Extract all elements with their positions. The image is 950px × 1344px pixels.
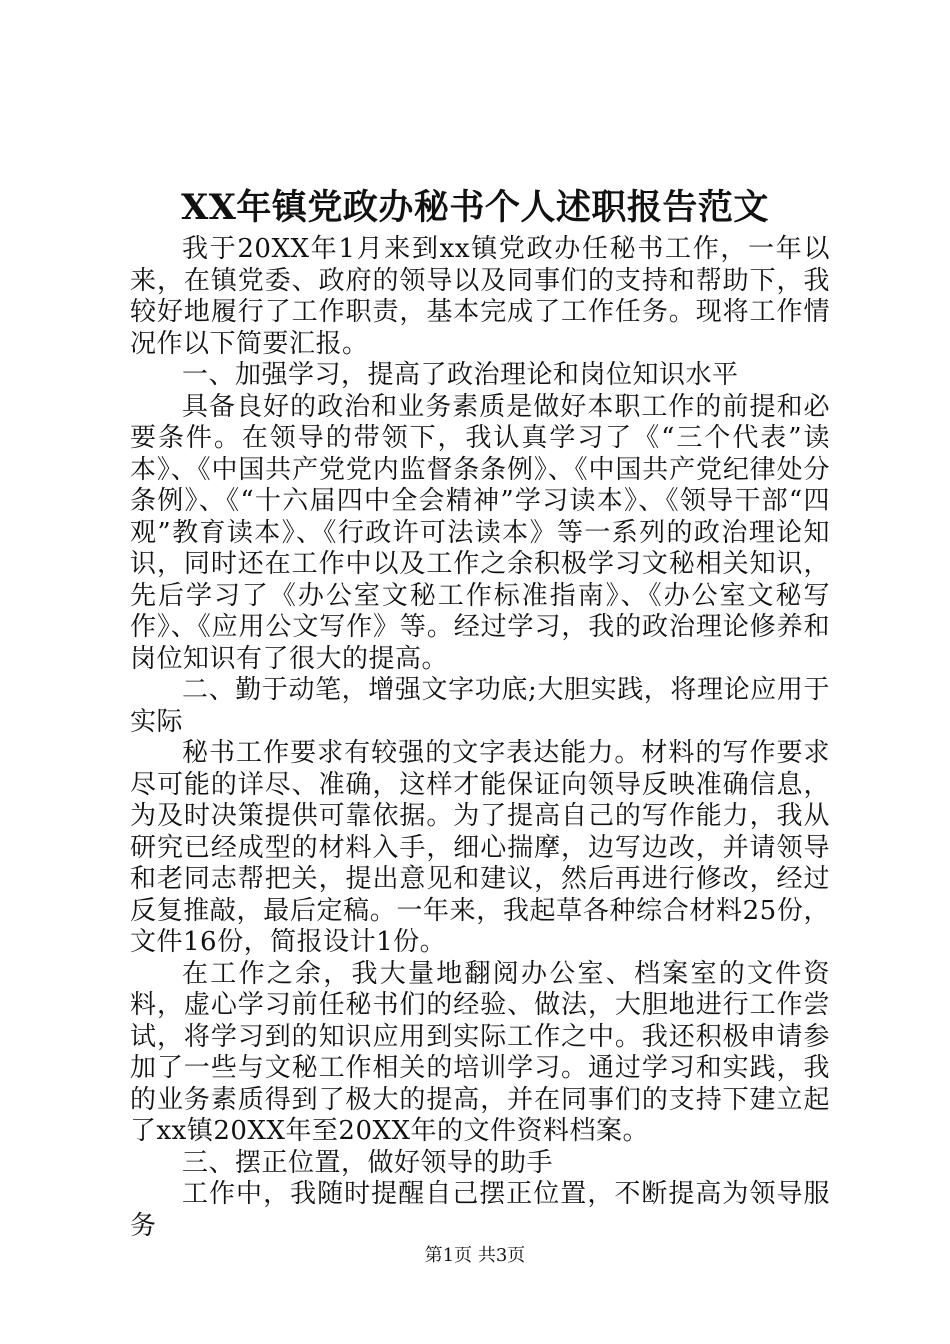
section-heading-2: 二、勤于动笔，增强文字功底;大胆实践，将理论应用于实际 (130, 675, 830, 737)
section-1-paragraph: 具备良好的政治和业务素质是做好本职工作的前提和必要条件。在领导的带领下，我认真学习了《“三个代表”读本》、《中国共产党党内监督条条例》、《中国共产党纪律处分条例》、《“十六届四中全会精神”学习读本》、《领导干部“四观”教育读本》、《行政许可法读本》等一系列的政治理论知识，同时还在工作中以及工作之余积极学习文秘相关知识，先后学习了《办公室文秘工作标准指南》、《办公室文秘写作》、《应用公文写作》等。经过学习，我的政治理论修养和岗位知识有了很大的提高。 (130, 391, 830, 674)
intro-paragraph: 我于20XX年1月来到xx镇党政办任秘书工作，一年以来，在镇党委、政府的领导以及同事们的支持和帮助下，我较好地履行了工作职责，基本完成了工作任务。现将工作情况作以下简要汇报。 (130, 234, 830, 359)
section-3-paragraph: 工作中，我随时提醒自己摆正位置，不断提高为领导服务 (130, 1179, 830, 1241)
section-heading-1: 一、加强学习，提高了政治理论和岗位知识水平 (182, 360, 739, 390)
section-2-paragraph-2: 在工作之余，我大量地翻阅办公室、档案室的文件资料，虚心学习前任秘书们的经验、做法，大胆地进行工作尝试，将学习到的知识应用到实际工作之中。我还积极申请参加了一些与文秘工作相关的培训学习。通过学习和实践，我的业务素质得到了极大的提高，并在同事们的支持下建立起了xx镇20XX年至20XX年的文件资料档案。 (130, 958, 830, 1146)
document-body (130, 234, 830, 1242)
section-2-paragraph-1: 秘书工作要求有较强的文字表达能力。材料的写作要求尽可能的详尽、准确，这样才能保证向领导反映准确信息，为及时决策提供可靠依据。为了提高自己的写作能力，我从研究已经成型的材料入手，细心揣摩，边写边改，并请领导和老同志帮把关，提出意见和建议，然后再进行修改，经过反复推敲，最后定稿。一年来，我起草各种综合材料25份，文件16份，简报设计1份。 (130, 738, 830, 957)
section-heading-3: 三、摆正位置，做好领导的助手 (182, 1147, 554, 1178)
document-title: XX年镇党政办秘书个人述职报告范文 (181, 187, 769, 228)
page-footer: 第1页 共3页 (424, 1245, 526, 1266)
